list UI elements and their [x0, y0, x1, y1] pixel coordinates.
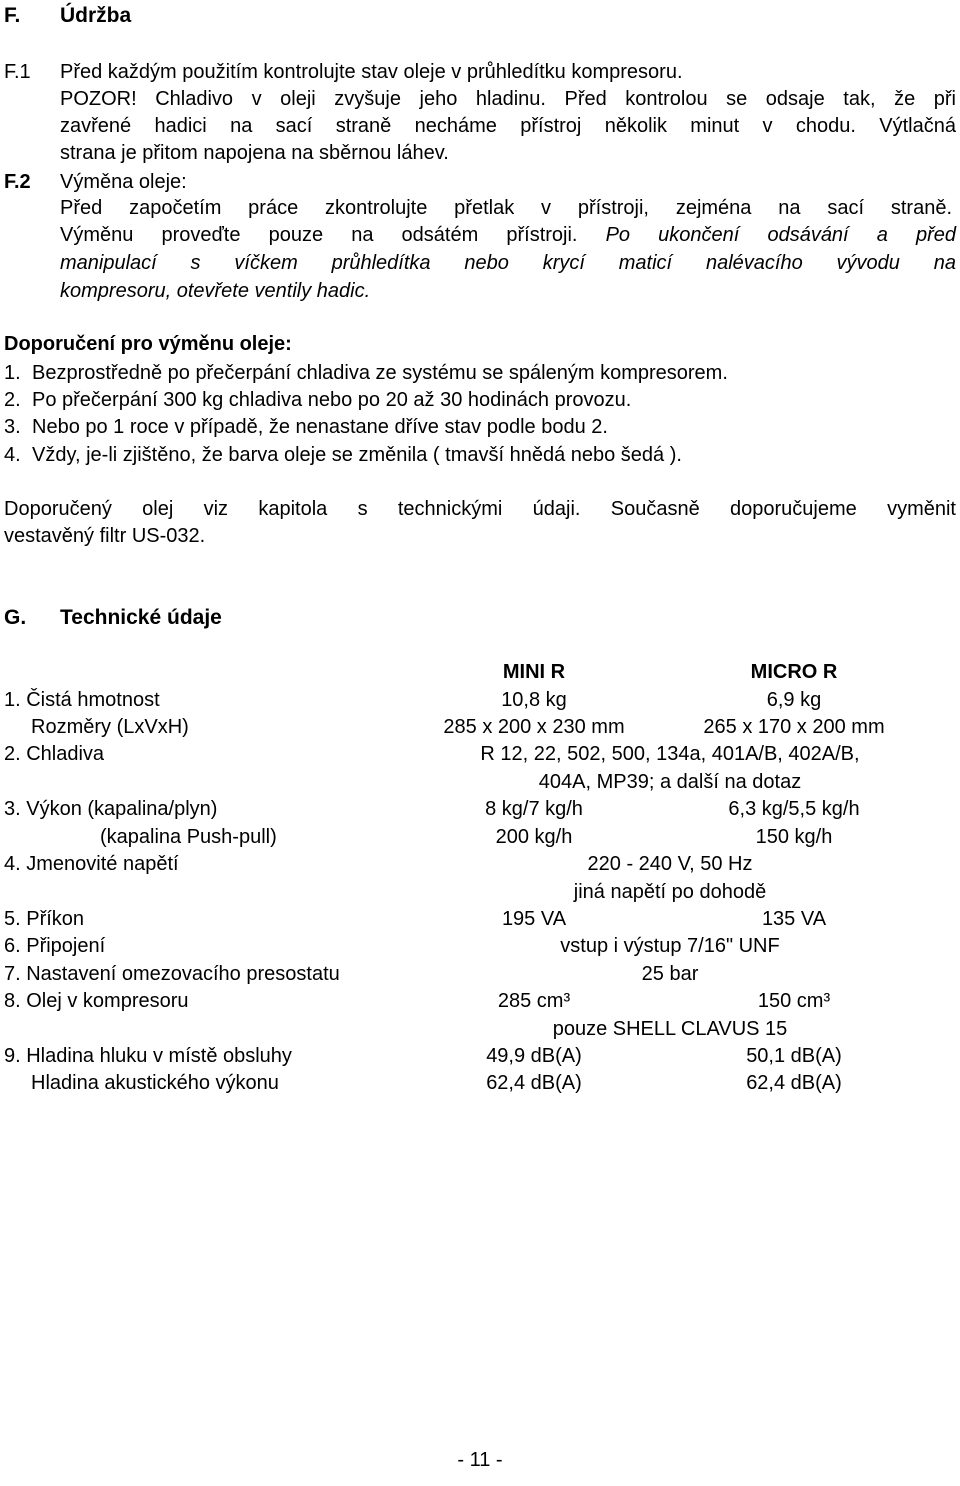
f2-line-2: [60, 223, 956, 247]
column-header-micro: MICRO R: [750, 661, 838, 683]
spec-value-mini: 62,4 dB(A): [486, 1072, 582, 1094]
f2-line-2a: Výměnu proveďte pouze na odsátém přístroji.: [60, 224, 578, 246]
spec-value-span: 220 - 240 V, 50 Hz: [587, 853, 753, 875]
spec-value-span: 404A, MP39; a další na dotaz: [538, 771, 802, 793]
spec-value-mini: 10,8 kg: [501, 689, 567, 711]
spec-value-span: 25 bar: [641, 963, 699, 985]
recommendation-item-2: Po přečerpání 300 kg chladiva nebo po 20 až 30 hodinách provozu.: [32, 389, 632, 411]
spec-value-mini: 49,9 dB(A): [486, 1045, 582, 1067]
spec-value-mini: 285 cm³: [497, 990, 571, 1012]
spec-value-mini: 195 VA: [501, 908, 567, 930]
spec-value-mini: 285 x 200 x 230 mm: [443, 716, 625, 738]
spec-row-label: 8. Olej v kompresoru: [4, 990, 189, 1012]
spec-value-mini: 8 kg/7 kg/h: [485, 798, 583, 820]
spec-value-span: R 12, 22, 502, 500, 134a, 401A/B, 402A/B,: [480, 743, 860, 765]
recommendation-item-2-num: 2.: [4, 389, 21, 411]
spec-value-span: jiná napětí po dohodě: [573, 881, 767, 903]
spec-row-label: 3. Výkon (kapalina/plyn): [4, 798, 218, 820]
spec-row-label: (kapalina Push-pull): [100, 826, 277, 848]
recommendation-item-3-num: 3.: [4, 416, 21, 438]
spec-row-label: 1. Čistá hmotnost: [4, 689, 160, 711]
recommendation-item-4: Vždy, je-li zjištěno, že barva oleje se změnila ( tmavší hnědá nebo šedá ).: [32, 444, 682, 466]
section-g-title: Technické údaje: [60, 606, 222, 629]
spec-row-label: Rozměry (LxVxH): [31, 716, 189, 738]
spec-row-label: 7. Nastavení omezovacího presostatu: [4, 963, 340, 985]
f2-line-1: Před započetím práce zkontrolujte přetlak v přístroji, zejména na sací straně.: [60, 197, 952, 219]
spec-row-label: 9. Hladina hluku v místě obsluhy: [4, 1045, 292, 1067]
recommendation-item-1: Bezprostředně po přečerpání chladiva ze systému se spáleným kompresorem.: [32, 362, 728, 384]
f1-line-4: strana je přitom napojena na sběrnou láhev.: [60, 142, 449, 164]
recommendation-heading: Doporučení pro výměnu oleje:: [4, 333, 292, 355]
section-g-label: G.: [4, 606, 27, 629]
oil-note-line-2: vestavěný filtr US-032.: [4, 525, 206, 547]
f2-line-2b: Po ukončení odsávání a před: [577, 224, 956, 246]
spec-value-micro: 6,3 kg/5,5 kg/h: [728, 798, 860, 820]
f2-title: Výměna oleje:: [60, 171, 187, 193]
spec-value-micro: 62,4 dB(A): [746, 1072, 842, 1094]
spec-row-label: 6. Připojení: [4, 935, 106, 957]
spec-value-micro: 150 cm³: [757, 990, 831, 1012]
spec-row-label: Hladina akustického výkonu: [31, 1072, 279, 1094]
f1-line-1: Před každým použitím kontrolujte stav oleje v průhledítku kompresoru.: [60, 61, 683, 83]
spec-row-label: 5. Příkon: [4, 908, 85, 930]
recommendation-item-1-num: 1.: [4, 362, 21, 384]
f2-line-4: kompresoru, otevřete ventily hadic.: [60, 280, 371, 302]
spec-value-mini: 200 kg/h: [495, 826, 573, 848]
section-f-label: F.: [4, 4, 21, 27]
spec-row-label: 2. Chladiva: [4, 743, 105, 765]
f2-line-3: manipulací s víčkem průhledítka nebo krycí maticí nalévacího vývodu na: [60, 252, 956, 274]
f1-line-2-text: Chladivo v oleji zvyšuje jeho hladinu. Před kontrolou se odsaje tak, že při: [136, 88, 956, 110]
spec-value-micro: 50,1 dB(A): [746, 1045, 842, 1067]
spec-value-span: pouze SHELL CLAVUS 15: [552, 1018, 788, 1040]
spec-value-micro: 6,9 kg: [766, 689, 822, 711]
recommendation-item-4-num: 4.: [4, 444, 21, 466]
recommendation-item-3: Nebo po 1 roce v případě, že nenastane dříve stav podle bodu 2.: [32, 416, 608, 438]
column-header-mini: MINI R: [502, 661, 566, 683]
oil-note-line-1: Doporučený olej viz kapitola s technickými údaji. Současně doporučujeme vyměnit: [4, 498, 956, 520]
f2-number: F.2: [4, 171, 31, 193]
pozor-label: POZOR!: [60, 88, 137, 110]
f1-number: F.1: [4, 61, 31, 83]
f1-line-2: [60, 87, 956, 111]
spec-value-micro: 150 kg/h: [755, 826, 833, 848]
page-number: - 11 -: [457, 1449, 503, 1471]
section-f-title: Údržba: [60, 4, 132, 27]
spec-value-span: vstup i výstup 7/16" UNF: [560, 935, 780, 957]
spec-row-label: 4. Jmenovité napětí: [4, 853, 179, 875]
f1-line-3: zavřené hadici na sací straně necháme přístroj několik minut v chodu. Výtlačná: [60, 115, 956, 137]
spec-value-micro: 135 VA: [761, 908, 827, 930]
spec-value-micro: 265 x 170 x 200 mm: [703, 716, 885, 738]
